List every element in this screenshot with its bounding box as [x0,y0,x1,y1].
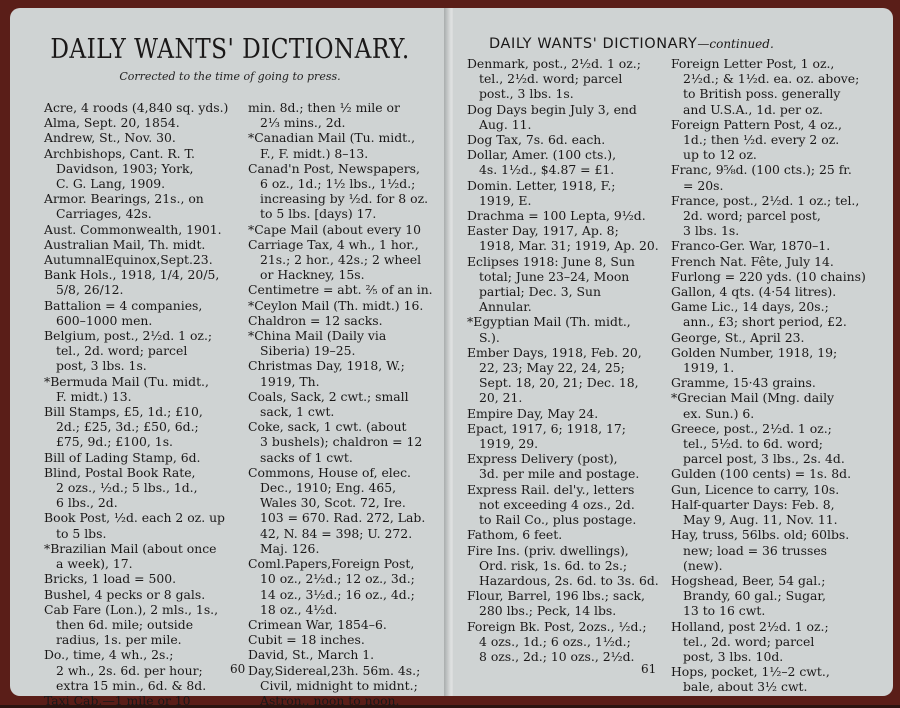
running-title: DAILY WANTS' DICTIONARY [489,36,698,52]
dictionary-entry [44,298,254,328]
dictionary-entry [248,237,458,283]
entry-line: AutumnalEquinox,Sept.23. [44,252,213,268]
dictionary-entry [44,115,254,130]
entry-line: tel., 2d. word; parcel [683,633,815,649]
entry-line: tel., 2d. word; parcel [56,343,188,359]
entry-line: Furlong = 220 yds. (10 chains) [671,268,866,284]
dictionary-entry [44,130,254,145]
entry-line: *China Mail (Daily via [248,328,387,344]
dictionary-entry [671,664,881,694]
dictionary-entry [467,147,677,177]
entry-line: S.). [479,329,500,345]
dictionary-entry [44,146,254,192]
dictionary-entry [467,102,677,132]
entry-line: Half-quarter Days: Feb. 8, [671,496,835,512]
entry-line: 2d.; £25, 3d.; £50, 6d.; [56,419,199,435]
entry-line: Greece, post., 2½d. 1 oz.; [671,420,832,436]
entry-line: post, 3 lbs. 1s. [56,358,147,374]
left-column-1 [44,100,254,708]
entry-line: Fire Ins. (priv. dwellings), [467,542,629,558]
entry-line: Coke, sack, 1 cwt. (about [248,419,407,435]
entry-line: 2 wh., 2s. 6d. per hour; [56,662,203,678]
entry-line: Express Delivery (post), [467,451,618,467]
entry-line: £75, 9d.; £100, 1s. [56,434,173,450]
entry-line: *Egyptian Mail (Th. midt., [467,314,631,330]
dictionary-entry [44,404,254,450]
dictionary-entry [671,482,881,497]
entry-line: new; load = 36 trusses [683,542,828,558]
entry-line: a week), 17. [56,556,133,572]
entry-line: Dog Tax, 7s. 6d. each. [467,132,606,148]
entry-line: total; June 23–24, Moon [479,268,630,284]
entry-line: 1919, 29. [479,436,539,452]
entry-line: to Rail Co., plus postage. [479,512,637,528]
entry-line: 1918, Mar. 31; 1919, Ap. 20. [479,238,659,254]
dictionary-entry [44,693,254,708]
entry-line: Cab Fare (Lon.), 2 mls., 1s., [44,601,219,617]
entry-line: Acre, 4 roods (4,840 sq. yds.) [44,100,229,115]
dictionary-entry [467,178,677,208]
dictionary-entry [248,389,458,419]
dictionary-entry [671,619,881,665]
entry-line: David, St., March 1. [248,647,375,663]
entry-line: Battalion = 4 companies, [44,297,203,313]
entry-line: Foreign Bk. Post, 2ozs., ½d.; [467,618,647,634]
entry-line: Davidson, 1903; York, [56,160,194,176]
entry-line: 2d. word; parcel post, [683,208,821,224]
entry-line: Australian Mail, Th. midt. [44,236,206,252]
dictionary-entry [44,100,254,115]
right-page [453,8,893,696]
entry-line: post, 3 lbs. 10d. [683,648,784,664]
entry-line: 14 oz., 3½d.; 16 oz., 4d.; [260,586,415,602]
entry-line: Book Post, ½d. each 2 oz. up [44,510,225,526]
dictionary-entry [467,132,677,147]
entry-line: sacks of 1 cwt. [260,449,353,465]
entry-line: Ord. risk, 1s. 6d. to 2s.; [479,557,628,573]
entry-line: Aust. Commonwealth, 1901. [44,221,222,237]
dictionary-entry [248,663,458,708]
entry-line: increasing by ½d. for 8 oz. [260,191,429,207]
dictionary-entry [248,419,458,465]
dictionary-entry [44,191,254,221]
entry-line: Hazardous, 2s. 6d. to 3s. 6d. [479,572,659,588]
entry-line: Armor. Bearings, 21s., on [44,191,204,207]
dictionary-entry [671,162,881,192]
entry-line: Belgium, post., 2½d. 1 oz.; [44,328,213,344]
entry-line: Astron., noon to noon. [260,692,400,708]
dictionary-entry [248,161,458,222]
entry-line: 1919, Th. [260,373,320,389]
entry-line: 6 lbs., 2d. [56,495,118,511]
title-continued: —continued. [697,37,774,51]
right-column-2 [671,56,881,695]
entry-line: Epact, 1917, 6; 1918, 17; [467,420,626,436]
entry-line: Day,Sidereal,23h. 56m. 4s.; [248,662,421,678]
entry-line: *Ceylon Mail (Th. midt.) 16. [248,297,424,313]
dictionary-entry [44,267,254,297]
entry-line: Gun, Licence to carry, 10s. [671,481,840,497]
dictionary-entry [248,358,458,388]
dictionary-entry [467,314,677,344]
entry-line: Ember Days, 1918, Feb. 20, [467,344,642,360]
dictionary-entry [467,588,677,618]
entry-line: not exceeding 4 ozs., 2d. [479,496,635,512]
entry-line: C. G. Lang, 1909. [56,176,166,192]
dictionary-entry [671,284,881,299]
left-page [10,8,450,708]
entry-line: Gulden (100 cents) = 1s. 8d. [671,466,852,482]
entry-line: 1d.; then ½d. every 2 oz. [683,132,840,148]
dictionary-entry [671,330,881,345]
entry-line: Coals, Sack, 2 cwt.; small [248,388,409,404]
dictionary-entry [671,238,881,253]
dictionary-entry [671,254,881,269]
entry-line: parcel post, 3 lbs., 2s. 4d. [683,451,845,467]
entry-line: Foreign Letter Post, 1 oz., [671,56,835,71]
dictionary-entry [467,421,677,451]
dictionary-entry [467,451,677,481]
entry-line: Brandy, 60 gal.; Sugar, [683,588,826,604]
entry-line: Cubit = 18 inches. [248,632,365,648]
entry-line: Fathom, 6 feet. [467,527,563,543]
entry-line: Maj. 126. [260,540,320,556]
entry-line: and U.S.A., 1d. per oz. [683,101,823,117]
entry-line: *Canadian Mail (Tu. midt., [248,130,416,146]
entry-line: Alma, Sept. 20, 1854. [44,115,180,131]
dictionary-entry [671,573,881,619]
entry-line: post., 3 lbs. 1s. [479,86,574,102]
dictionary-entry [671,421,881,467]
entry-line: 3 lbs. 1s. [683,223,740,239]
dictionary-entry [248,556,458,617]
entry-line: Hay, truss, 56lbs. old; 60lbs. [671,527,850,543]
dictionary-entry [467,254,677,315]
entry-line: ex. Sun.) 6. [683,405,755,421]
dictionary-entry [467,527,677,542]
entry-line: 6 oz., 1d.; 1½ lbs., 1½d.; [260,176,416,192]
dictionary-entry [44,465,254,511]
entry-line: radius, 1s. per mile. [56,632,182,648]
dictionary-entry [44,252,254,267]
page-number: 60 [230,662,246,676]
dictionary-entry [467,345,677,406]
entry-line: Gramme, 15·43 grains. [671,375,816,391]
dictionary-entry [248,100,458,130]
dictionary-entry [467,208,677,223]
entry-line: Denmark, post., 2½d. 1 oz.; [467,56,641,71]
dictionary-entry [44,450,254,465]
dictionary-entry [44,237,254,252]
entry-line: bale, about 3½ cwt. [683,679,808,695]
entry-line: Chaldron = 12 sacks. [248,312,383,328]
dictionary-entry [671,375,881,390]
dictionary-entry [467,619,677,665]
dictionary-entry [671,497,881,527]
entry-line: Dollar, Amer. (100 cts.), [467,147,617,163]
dictionary-entry [44,647,254,693]
entry-line: 2½d.; & 1½d. ea. oz. above; [683,71,860,87]
dictionary-entry [671,345,881,375]
entry-line: Foreign Pattern Post, 4 oz., [671,116,842,132]
entry-line: 280 lbs.; Peck, 14 lbs. [479,603,617,619]
entry-line: Golden Number, 1918, 19; [671,344,838,360]
dictionary-entry [467,543,677,589]
dictionary-entry [44,374,254,404]
entry-line: Game Lic., 14 days, 20s.; [671,299,829,315]
entry-line: Hops, pocket, 1½–2 cwt., [671,664,830,680]
entry-line: (new). [683,557,723,573]
entry-line: 600–1000 men. [56,312,153,328]
page-title [489,36,889,52]
entry-line: 4s. 1½d., $4.87 = £1. [479,162,615,178]
page-title: DAILY WANTS' DICTIONARY. [50,34,410,65]
dictionary-entry [467,223,677,253]
entry-line: 8 ozs., 2d.; 10 ozs., 2½d. [479,648,635,664]
entry-line: Archbishops, Cant. R. T. [44,145,195,161]
dictionary-entry [248,222,458,237]
entry-line: *Brazilian Mail (about once [44,540,217,556]
entry-line: Annular. [479,299,532,315]
entry-line: Coml.Papers,Foreign Post, [248,556,415,572]
entry-line: or Hackney, 15s. [260,267,365,283]
dictionary-entry [44,541,254,571]
entry-line: F. midt.) 13. [56,388,132,404]
entry-line: Eclipses 1918: June 8, Sun [467,253,635,269]
dictionary-entry [44,602,254,648]
entry-line: George, St., April 23. [671,329,805,345]
left-column-2 [248,100,458,708]
entry-line: Bank Hols., 1918, 1/4, 20/5, [44,267,220,283]
entry-line: Gallon, 4 qts. (4·54 litres). [671,284,837,300]
entry-line: Christmas Day, 1918, W.; [248,358,405,374]
entry-line: 3 bushels); chaldron = 12 [260,434,423,450]
page-subtitle: Corrected to the time of going to press. [119,70,341,83]
page-number: 61 [641,662,657,676]
dictionary-entry [671,466,881,481]
dictionary-entry [248,617,458,632]
entry-line: partial; Dec. 3, Sun [479,284,601,300]
entry-line: Taxi Cab.—1 mile or 10 [44,692,191,708]
entry-line: extra 15 min., 6d. & 8d. [56,677,207,693]
dictionary-entry [248,328,458,358]
entry-line: up to 12 oz. [683,147,757,163]
entry-line: Crimean War, 1854–6. [248,616,387,632]
entry-line: Franco-Ger. War, 1870–1. [671,238,831,254]
dictionary-entry [248,298,458,313]
entry-line: F., F. midt.) 8–13. [260,145,369,161]
entry-line: to 5 lbs. [56,525,107,541]
entry-line: *Bermuda Mail (Tu. midt., [44,373,209,389]
entry-line: Express Rail. del'y., letters [467,481,635,497]
entry-line: 2 ozs., ½d.; 5 lbs., 1d., [56,480,198,496]
entry-line: Bricks, 1 load = 500. [44,571,177,587]
entry-line: Flour, Barrel, 196 lbs.; sack, [467,588,645,604]
entry-line: Sept. 18, 20, 21; Dec. 18, [479,375,639,391]
dictionary-entry [44,587,254,602]
entry-line: French Nat. Fête, July 14. [671,253,834,269]
entry-line: May 9, Aug. 11, Nov. 11. [683,512,838,528]
dictionary-entry [248,130,458,160]
entry-line: 21s.; 2 hor., 42s.; 2 wheel [260,252,422,268]
entry-line: 22, 23; May 22, 24, 25; [479,360,625,376]
right-column-1 [467,56,677,664]
entry-line: Hogshead, Beer, 54 gal.; [671,572,826,588]
dictionary-entry [671,269,881,284]
entry-line: Holland, post 2½d. 1 oz.; [671,618,829,634]
entry-line: Andrew, St., Nov. 30. [44,130,176,146]
entry-line: to British poss. generally [683,86,841,102]
entry-line: Bill of Lading Stamp, 6d. [44,449,201,465]
entry-line: 10 oz., 2½d.; 12 oz., 3d.; [260,571,415,587]
entry-line: Franc, 9⅝d. (100 cts.); 25 fr. [671,162,852,178]
entry-line: Easter Day, 1917, Ap. 8; [467,223,619,239]
entry-line: 18 oz., 4½d. [260,601,338,617]
dictionary-entry [248,465,458,556]
entry-line: to 5 lbs. [days) 17. [260,206,377,222]
entry-line: Dog Days begin July 3, end [467,101,637,117]
entry-line: 20, 21. [479,390,523,406]
entry-line: *Grecian Mail (Mng. daily [671,390,835,406]
dictionary-entry [248,282,458,297]
entry-line: ann., £3; short period, £2. [683,314,847,330]
entry-line: Canad'n Post, Newspapers, [248,160,420,176]
entry-line: then 6d. mile; outside [56,616,194,632]
entry-line: Centimetre = abt. ⅖ of an in. [248,282,433,298]
entry-line: 103 = 670. Rad. 272, Lab. [260,510,426,526]
entry-line: Civil, midnight to midnt.; [260,677,418,693]
entry-line: 1919, 1. [683,360,735,376]
dictionary-entry [467,406,677,421]
dictionary-entry [44,328,254,374]
dictionary-entry [671,56,881,117]
entry-line: min. 8d.; then ½ mile or [248,100,400,115]
dictionary-entry [44,510,254,540]
entry-line: Carriages, 42s. [56,206,152,222]
entry-line: Dec., 1910; Eng. 465, [260,480,397,496]
entry-line: 42, N. 84 = 398; U. 272. [260,525,413,541]
entry-line: 2⅓ mins., 2d. [260,115,346,131]
entry-line: sack, 1 cwt. [260,404,335,420]
dictionary-entry [467,482,677,528]
entry-line: Siberia) 19–25. [260,343,356,359]
entry-line: Drachma = 100 Lepta, 9½d. [467,208,646,224]
dictionary-entry [467,56,677,102]
dictionary-entry [44,222,254,237]
entry-line: France, post., 2½d. 1 oz.; tel., [671,192,860,208]
dictionary-entry [248,632,458,647]
dictionary-entry [44,571,254,586]
entry-line: tel., 5½d. to 6d. word; [683,436,823,452]
entry-line: Blind, Postal Book Rate, [44,464,196,480]
entry-line: Carriage Tax, 4 wh., 1 hor., [248,236,419,252]
dictionary-entry [671,299,881,329]
entry-line: 1919, E. [479,192,532,208]
entry-line: 5/8, 26/12. [56,282,124,298]
entry-line: Aug. 11. [479,116,532,132]
entry-line: Empire Day, May 24. [467,405,599,421]
dictionary-entry [671,117,881,163]
dictionary-entry [671,390,881,420]
dictionary-entry [671,527,881,573]
dictionary-entry [671,193,881,239]
entry-line: Bushel, 4 pecks or 8 gals. [44,586,206,602]
entry-line: *Cape Mail (about every 10 [248,221,422,237]
entry-line: 13 to 16 cwt. [683,603,766,619]
dictionary-entry [248,313,458,328]
entry-line: 4 ozs., 1d.; 6 ozs., 1½d.; [479,633,631,649]
entry-line: tel., 2½d. word; parcel [479,71,623,87]
entry-line: = 20s. [683,177,724,193]
dictionary-entry [248,647,458,662]
entry-line: 3d. per mile and postage. [479,466,640,482]
entry-line: Wales 30, Scot. 72, Ire. [260,495,406,511]
entry-line: Domin. Letter, 1918, F.; [467,177,616,193]
entry-line: Bill Stamps, £5, 1d.; £10, [44,404,203,420]
entry-line: Do., time, 4 wh., 2s.; [44,647,174,663]
entry-line: Commons, House of, elec. [248,464,411,480]
